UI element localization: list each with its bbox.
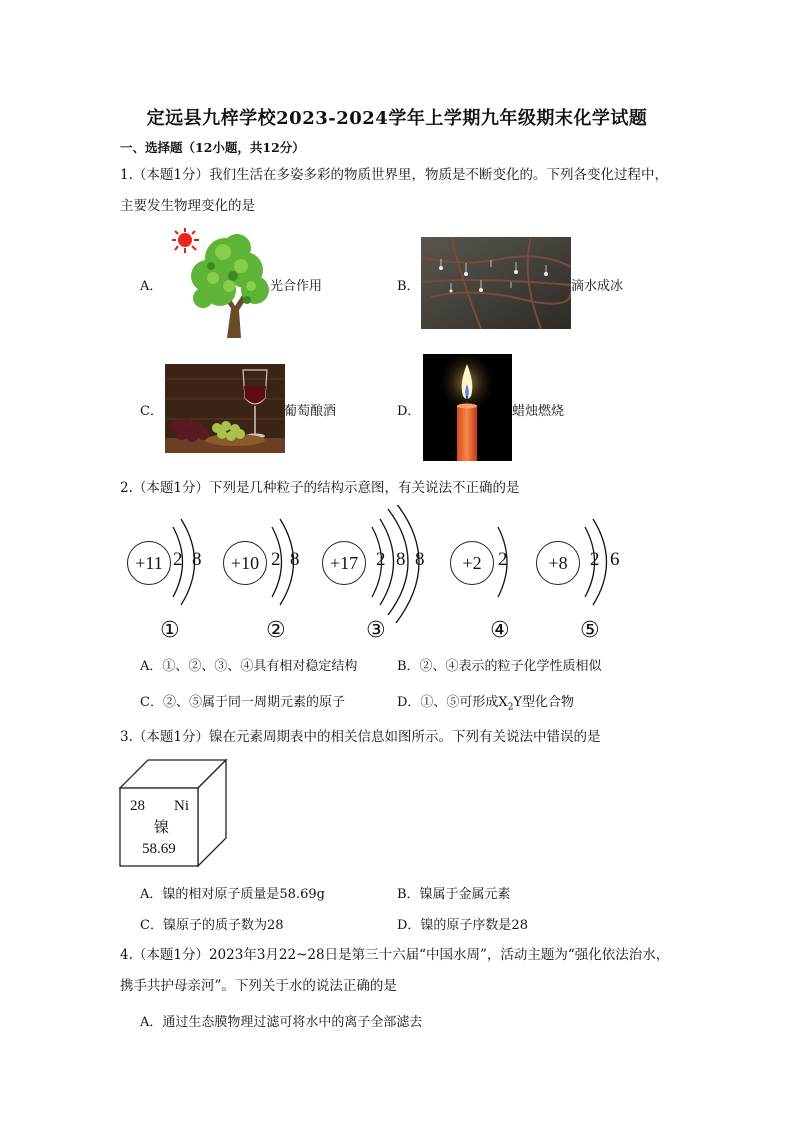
particle-5-label: ⑤: [580, 618, 600, 643]
q2-option-c: C．②、⑤属于同一周期元素的原子: [140, 695, 345, 710]
particle-5-shell-1: 2: [590, 549, 600, 570]
q1-option-a-letter: A．: [140, 279, 163, 294]
q1-stem-line1: 1.（本题1分）我们生活在多姿多彩的物质世界里，物质是不断变化的。下列各变化过程中，: [120, 167, 668, 183]
particle-2-nucleus: +10: [223, 541, 267, 585]
particle-5-nucleus: +8: [536, 541, 580, 585]
particle-4-nucleus: +2: [450, 541, 494, 585]
q3-option-d: D．镍的原子序数是28: [397, 918, 528, 933]
wine-and-grapes-image: [165, 364, 285, 453]
q1-option-a-caption: 光合作用: [270, 279, 323, 294]
q2-stem: 2.（本题1分）下列是几种粒子的结构示意图，有关说法不正确的是: [120, 480, 520, 496]
q3-option-b: B．镍属于金属元素: [397, 887, 511, 902]
frozen-branches-image: [421, 237, 571, 329]
q1-option-c-letter: C．: [140, 404, 163, 419]
particle-2-shell-2: 8: [290, 549, 300, 570]
particle-1-shell-2: 8: [192, 549, 202, 570]
tree-with-sun-image: [165, 228, 270, 338]
q1-option-c-caption: 葡萄酿酒: [284, 404, 337, 419]
particle-2-label: ②: [266, 618, 286, 643]
q2-option-a: A．①、②、③、④具有相对稳定结构: [140, 659, 358, 674]
particle-3-label: ③: [366, 618, 386, 643]
q1-option-b-letter: B．: [397, 279, 420, 294]
particle-4-label: ④: [490, 618, 510, 643]
q4-stem-line1: 4.（本题1分）2023年3月22~28日是第三十六届“中国水周”，活动主题为“强化依法治水，: [120, 947, 670, 963]
q2-option-b: B．②、④表示的粒子化学性质相似: [397, 659, 602, 674]
q4-option-a: A．通过生态膜物理过滤可将水中的离子全部滤去: [140, 1015, 423, 1030]
q2-option-d-subscript: 2: [507, 702, 514, 713]
q4-stem-line2: 携手共护母亲河”。下列关于水的说法正确的是: [120, 978, 397, 994]
q3-option-c: C．镍原子的质子数为28: [140, 918, 284, 933]
particle-1-shell-1: 2: [173, 549, 183, 570]
nickel-element-cell: [118, 758, 230, 868]
section-heading: 一、选择题（12小题，共12分）: [120, 140, 305, 155]
q2-option-d-text: D．①、⑤可形成X: [397, 695, 508, 710]
particle-4-shell-1: 2: [498, 549, 508, 570]
q1-option-b-caption: 滴水成冰: [571, 279, 624, 294]
q1-option-d-letter: D．: [397, 404, 421, 419]
element-atomic-number: 28: [130, 798, 145, 814]
particle-3-nucleus: +17: [322, 541, 366, 585]
element-symbol: Ni: [174, 798, 189, 814]
q3-stem: 3.（本题1分）镍在元素周期表中的相关信息如图所示。下列有关说法中错误的是: [120, 729, 601, 745]
particle-3-shell-1: 2: [376, 549, 386, 570]
page-title: 定远县九梓学校2023-2024学年上学期九年级期末化学试题: [146, 108, 648, 129]
q2-option-d-text-end: Y型化合物: [513, 695, 575, 710]
particle-1-nucleus: +11: [127, 541, 171, 585]
q2-option-d: [397, 691, 574, 713]
particle-2-shell-1: 2: [271, 549, 281, 570]
particle-diagrams: [120, 505, 680, 645]
q1-option-d-caption: 蜡烛燃烧: [512, 404, 565, 419]
element-atomic-mass: 58.69: [142, 841, 176, 857]
particle-1-label: ①: [160, 618, 180, 643]
burning-candle-image: [423, 354, 512, 461]
element-name: 镍: [154, 818, 170, 836]
particle-5-shell-2: 6: [610, 549, 620, 570]
particle-3-shell-3: 8: [415, 549, 425, 570]
q3-option-a: A．镍的相对原子质量是58.69g: [140, 887, 325, 902]
q1-stem-line2: 主要发生物理变化的是: [120, 198, 255, 214]
particle-3-shell-2: 8: [396, 549, 406, 570]
